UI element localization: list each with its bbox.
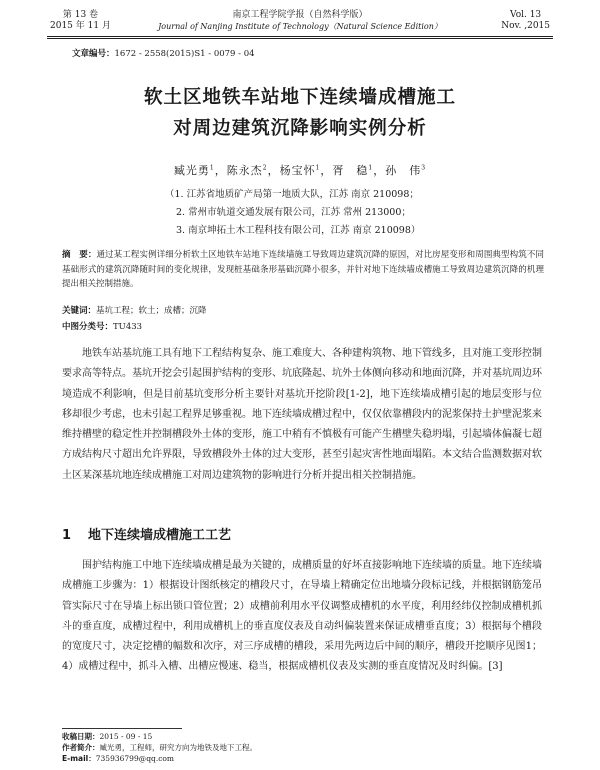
received-date: 2015 - 09 - 15	[99, 732, 153, 741]
header-rule	[47, 36, 553, 39]
footnote-received	[62, 731, 257, 742]
author-name: 陈永杰	[226, 164, 263, 177]
header-volume-en	[501, 10, 550, 32]
affiliation-3: 3. 南京坤拓土木工程科技有限公司，江苏 南京 210098）	[176, 225, 421, 236]
article-number-label: 文章编号：	[72, 49, 115, 59]
abstract	[62, 248, 544, 292]
header-volume	[50, 10, 111, 32]
keywords	[62, 304, 207, 316]
classification-label: 中图分类号：	[62, 322, 114, 332]
journal-name-cn: 南京工程学院学报（自然科学版）	[232, 10, 368, 20]
author-affil-mark: 3	[421, 164, 427, 172]
author-affil-mark: 1	[315, 164, 321, 172]
footnote-email	[62, 753, 257, 764]
article-number	[72, 47, 255, 59]
author-bio-label: 作者简介：	[62, 743, 100, 752]
classification	[62, 320, 142, 332]
received-label: 收稿日期：	[62, 732, 100, 741]
section-number: 1	[62, 528, 72, 543]
footnote-rule	[62, 728, 182, 729]
affiliation-1: （1. 江苏省地质矿产局第一地质大队，江苏 南京 210098；	[165, 189, 419, 200]
header-journal	[150, 10, 450, 32]
author-name: 臧光勇	[173, 164, 210, 177]
author-name: 杨宝怀	[279, 164, 316, 177]
header-issue-date-en: Nov. ,2015	[501, 21, 550, 31]
keywords-text: 基坑工程；软土；成槽；沉降	[96, 306, 207, 316]
paper-title-line2: 对周边建筑沉降影响实例分析	[173, 118, 427, 139]
author-name: 孙 伟	[385, 164, 422, 177]
author-affil-mark: 2	[262, 164, 268, 172]
section-title: 地下连续墙成槽施工工艺	[88, 528, 232, 543]
footnote	[62, 731, 257, 764]
abstract-label: 摘 要：	[62, 250, 97, 260]
footnote-author	[62, 742, 257, 753]
header-volume-en-number: Vol. 13	[510, 10, 542, 20]
email-label: E-mail：	[62, 754, 96, 763]
author-bio: 臧光勇，工程师，研究方向为地铁及地下工程。	[99, 743, 257, 752]
classification-text: TU433	[113, 322, 143, 332]
header-volume-number: 第 13 卷	[62, 10, 99, 20]
article-number-value: 1672 - 2558(2015)S1 - 0079 - 04	[114, 49, 255, 59]
intro-paragraph: 地铁车站基坑施工具有地下工程结构复杂、施工难度大、各种建构筑物、地下管线多，且对施工变形控制要求高等特点。基坑开挖会引起围护结构的变形、坑底隆起、坑外土体侧向移动和地面沉降，并对基坑周边环境造成不利影响，但是目前基坑变形分析主要针对基坑开挖阶段[1-2]，地下连续墙成槽引起的地层变形与位移却很少考虑，也未引起工程界足够重视。地下连续墙成槽过程中，仅仅依靠槽段内的泥浆保持土护壁泥浆来维持槽壁的稳定性并控制槽段外土体的变形，施工中稍有不慎极有可能产生槽壁失稳坍塌，引起墙体偏凝七超方成结构尺寸超出允许界限，导致槽段外土体的过大变形，甚至引起灾害性地面塌陷。本文结合监测数据对软土区某深基坑地连续成槽施工对周边建筑物的影响进行分析并提出相关控制措施。	[62, 348, 542, 481]
header-issue-date: 2015 年 11 月	[50, 21, 111, 31]
paper-title-line1: 软土区地铁车站地下连续墙成槽施工	[143, 87, 456, 108]
keywords-label: 关键词：	[62, 306, 97, 316]
section1-paragraph: 围护结构施工中地下连续墙成槽是最为关键的，成槽质量的好坏直接影响地下连续墙的质量。地下连续墙成槽施工步骤为：1）根据设计图纸核定的槽段尺寸，在导墙上精确定位出地墙分段标记线，并根据钢筋笼吊管实际尺寸在导墙上标出锁口管位置；2）成槽前利用水平仪调整成槽机的水平度，利用经纬仪控制成槽机抓斗的垂直度，成槽过程中，利用成槽机上的垂直度仪表及自动纠偏装置来保证成槽垂直度；3）根据每个槽段的宽度尺寸，决定挖槽的幅数和次序，对三序成槽的槽段，采用先两边后中间的顺序，槽段开挖顺序见图1；4）成槽过程中，抓斗入槽、出槽应慢速、稳当，根据成槽机仪表及实测的垂直度情况及时纠偏。[3]	[62, 560, 542, 673]
author-affil-mark: 1	[209, 164, 215, 172]
email-address: 735936799@qq.com	[95, 754, 175, 763]
journal-name-en: Journal of Nanjing Institute of Technology（Natural Science Edition）	[158, 22, 442, 31]
author-name: 胥 稳	[332, 164, 369, 177]
section-heading	[62, 524, 231, 543]
author-list: 臧光勇$^1$，陈永杰$^2$，杨宝怀$^1$，胥 稳$^1$，孙 伟$^3$	[173, 164, 427, 177]
affiliation-2: 2. 常州市轨道交通发展有限公司，江苏 常州 213000；	[176, 207, 411, 218]
author-affil-mark: 1	[368, 164, 374, 172]
abstract-text: 通过某工程实例详细分析软土区地铁车站地下连续墙施工导致周边建筑沉降的原因，对比房屋变形和周围典型构筑不同基础形式的建筑沉降随时间的变化规律，发现桩基础条形基础沉降小很多，并针对地下连续墙成槽施工导致周边建筑沉降的机理提出相关控制措施。	[62, 250, 544, 289]
